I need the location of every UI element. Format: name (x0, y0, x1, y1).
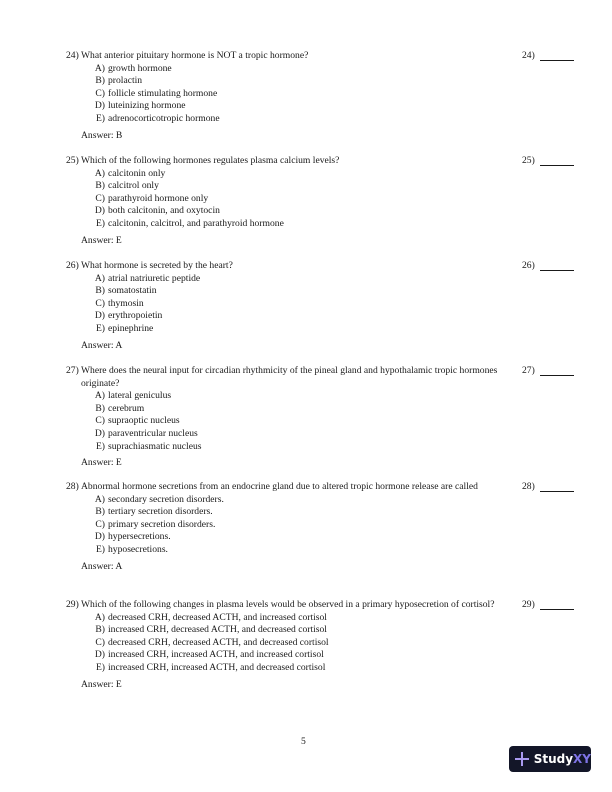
option-b (92, 75, 602, 88)
option-letter: B) (95, 180, 105, 192)
option-letter: B) (95, 506, 105, 518)
option-letter: E) (95, 440, 105, 452)
option-letter: D) (94, 649, 105, 661)
option-text: decreased CRH, decreased ACTH, and decreased cortisol (108, 636, 329, 648)
option-letter: A) (94, 167, 105, 179)
question-number: 27) (66, 365, 79, 376)
option-e (92, 662, 602, 675)
option-text: hypersecretions. (108, 531, 171, 543)
option-c (92, 298, 602, 311)
question-number: 25) (66, 155, 79, 166)
option-letter: D) (94, 100, 105, 112)
answer-blank-number: 26) (522, 260, 535, 271)
question-text: What anterior pituitary hormone is NOT a tropic hormone? (81, 50, 309, 61)
option-letter: D) (94, 310, 105, 322)
question-26 (66, 260, 602, 352)
options-list (92, 168, 602, 231)
option-letter: C) (95, 192, 105, 204)
option-letter: E) (95, 661, 105, 673)
question-stem (66, 155, 511, 168)
option-text: somatostatin (108, 285, 157, 297)
option-text: adrenocorticotropic hormone (108, 112, 220, 124)
option-a (92, 63, 602, 76)
answer-blank-number: 29) (522, 599, 535, 610)
studyxy-badge[interactable] (509, 746, 591, 772)
option-text: suprachiasmatic nucleus (108, 440, 202, 452)
brand-name: Study (533, 751, 574, 766)
option-text: lateral geniculus (108, 390, 172, 402)
option-letter: C) (95, 297, 105, 309)
question-text: Which of the following changes in plasma levels would be observed in a primary hyposecretion of cortisol? (81, 599, 495, 610)
option-e (92, 544, 602, 557)
option-letter: D) (94, 427, 105, 439)
answer-key: Answer: B (81, 129, 123, 141)
option-c (92, 88, 602, 101)
option-text: erythropoietin (108, 310, 163, 322)
option-e (92, 323, 602, 336)
option-text: decreased CRH, decreased ACTH, and increased cortisol (108, 611, 327, 623)
option-text: parathyroid hormone only (108, 192, 209, 204)
answer-key: Answer: E (81, 678, 122, 690)
option-c (92, 193, 602, 206)
answer-blank-line (540, 270, 574, 271)
option-letter: A) (94, 493, 105, 505)
option-c (92, 637, 602, 650)
plus-icon (515, 752, 529, 766)
option-letter: B) (95, 402, 105, 414)
question-stem (66, 365, 511, 390)
option-d (92, 428, 602, 441)
option-letter: C) (95, 636, 105, 648)
option-d (92, 310, 602, 323)
question-text: Which of the following hormones regulates plasma calcium levels? (81, 155, 340, 166)
option-text: atrial natriuretic peptide (108, 272, 201, 284)
option-e (92, 441, 602, 454)
option-text: paraventricular nucleus (108, 427, 198, 439)
answer-key: Answer: E (81, 457, 122, 469)
option-text: thymosin (108, 297, 144, 309)
question-text: What hormone is secreted by the heart? (81, 260, 233, 271)
question-stem (66, 599, 511, 612)
option-letter: B) (95, 624, 105, 636)
option-letter: D) (94, 531, 105, 543)
option-text: growth hormone (108, 62, 172, 74)
option-a (92, 273, 602, 286)
option-text: luteinizing hormone (108, 100, 186, 112)
option-letter: A) (94, 390, 105, 402)
question-27 (66, 365, 602, 470)
option-text: increased CRH, increased ACTH, and increased cortisol (108, 649, 324, 661)
answer-key: Answer: A (81, 339, 123, 351)
option-c (92, 415, 602, 428)
option-b (92, 624, 602, 637)
option-text: calcitonin only (108, 167, 166, 179)
page-number: 5 (301, 736, 306, 747)
question-number: 24) (66, 50, 79, 61)
option-letter: E) (95, 543, 105, 555)
option-letter: D) (94, 205, 105, 217)
option-text: supraoptic nucleus (108, 415, 180, 427)
option-text: epinephrine (108, 322, 154, 334)
option-a (92, 168, 602, 181)
question-29 (66, 599, 602, 691)
answer-blank-number: 25) (522, 155, 535, 166)
option-letter: E) (95, 112, 105, 124)
answer-blank-number: 28) (522, 481, 535, 492)
question-stem (66, 260, 511, 273)
option-text: follicle stimulating hormone (108, 87, 218, 99)
option-letter: C) (95, 415, 105, 427)
option-d (92, 531, 602, 544)
option-a (92, 390, 602, 403)
option-letter: C) (95, 87, 105, 99)
options-list (92, 612, 602, 675)
question-25 (66, 155, 602, 247)
question-stem (66, 481, 511, 494)
option-text: tertiary secretion disorders. (108, 506, 213, 518)
option-d (92, 205, 602, 218)
options-list (92, 494, 602, 557)
option-c (92, 519, 602, 532)
option-a (92, 612, 602, 625)
option-text: both calcitonin, and oxytocin (108, 205, 220, 217)
option-letter: E) (95, 217, 105, 229)
option-b (92, 180, 602, 193)
question-number: 29) (66, 599, 79, 610)
answer-key: Answer: A (81, 560, 123, 572)
option-b (92, 285, 602, 298)
option-letter: C) (95, 518, 105, 530)
answer-blank-line (540, 609, 574, 610)
answer-blank-line (540, 165, 574, 166)
brand-accent: XY (573, 751, 591, 766)
option-text: increased CRH, increased ACTH, and decreased cortisol (108, 661, 326, 673)
option-e (92, 113, 602, 126)
option-b (92, 403, 602, 416)
question-text: Where does the neural input for circadian rhythmicity of the pineal gland and hypothalamic tropic hormones originate? (81, 365, 498, 389)
answer-blank-line (540, 375, 574, 376)
option-text: prolactin (108, 75, 143, 87)
question-text: Abnormal hormone secretions from an endocrine gland due to altered tropic hormone release are called (81, 481, 478, 492)
option-letter: E) (95, 322, 105, 334)
option-text: cerebrum (108, 402, 145, 414)
option-letter: A) (94, 611, 105, 623)
answer-blank-line (540, 60, 574, 61)
options-list (92, 390, 602, 453)
option-text: secondary secretion disorders. (108, 493, 224, 505)
option-text: calcitrol only (108, 180, 159, 192)
option-letter: A) (94, 272, 105, 284)
question-24 (66, 50, 602, 142)
option-text: hyposecretions. (108, 543, 168, 555)
question-number: 28) (66, 481, 79, 492)
option-text: primary secretion disorders. (108, 518, 216, 530)
option-text: increased CRH, decreased ACTH, and decreased cortisol (108, 624, 327, 636)
question-stem (66, 50, 511, 63)
answer-blank-line (540, 491, 574, 492)
option-d (92, 100, 602, 113)
question-28 (66, 481, 602, 573)
option-a (92, 494, 602, 507)
answer-blank-number: 27) (522, 365, 535, 376)
answer-blank-number: 24) (522, 50, 535, 61)
option-letter: A) (94, 62, 105, 74)
option-letter: B) (95, 75, 105, 87)
option-text: calcitonin, calcitrol, and parathyroid hormone (108, 217, 284, 229)
answer-key: Answer: E (81, 234, 122, 246)
options-list (92, 273, 602, 336)
options-list (92, 63, 602, 126)
option-b (92, 506, 602, 519)
option-d (92, 649, 602, 662)
option-letter: B) (95, 285, 105, 297)
option-e (92, 218, 602, 231)
question-number: 26) (66, 260, 79, 271)
